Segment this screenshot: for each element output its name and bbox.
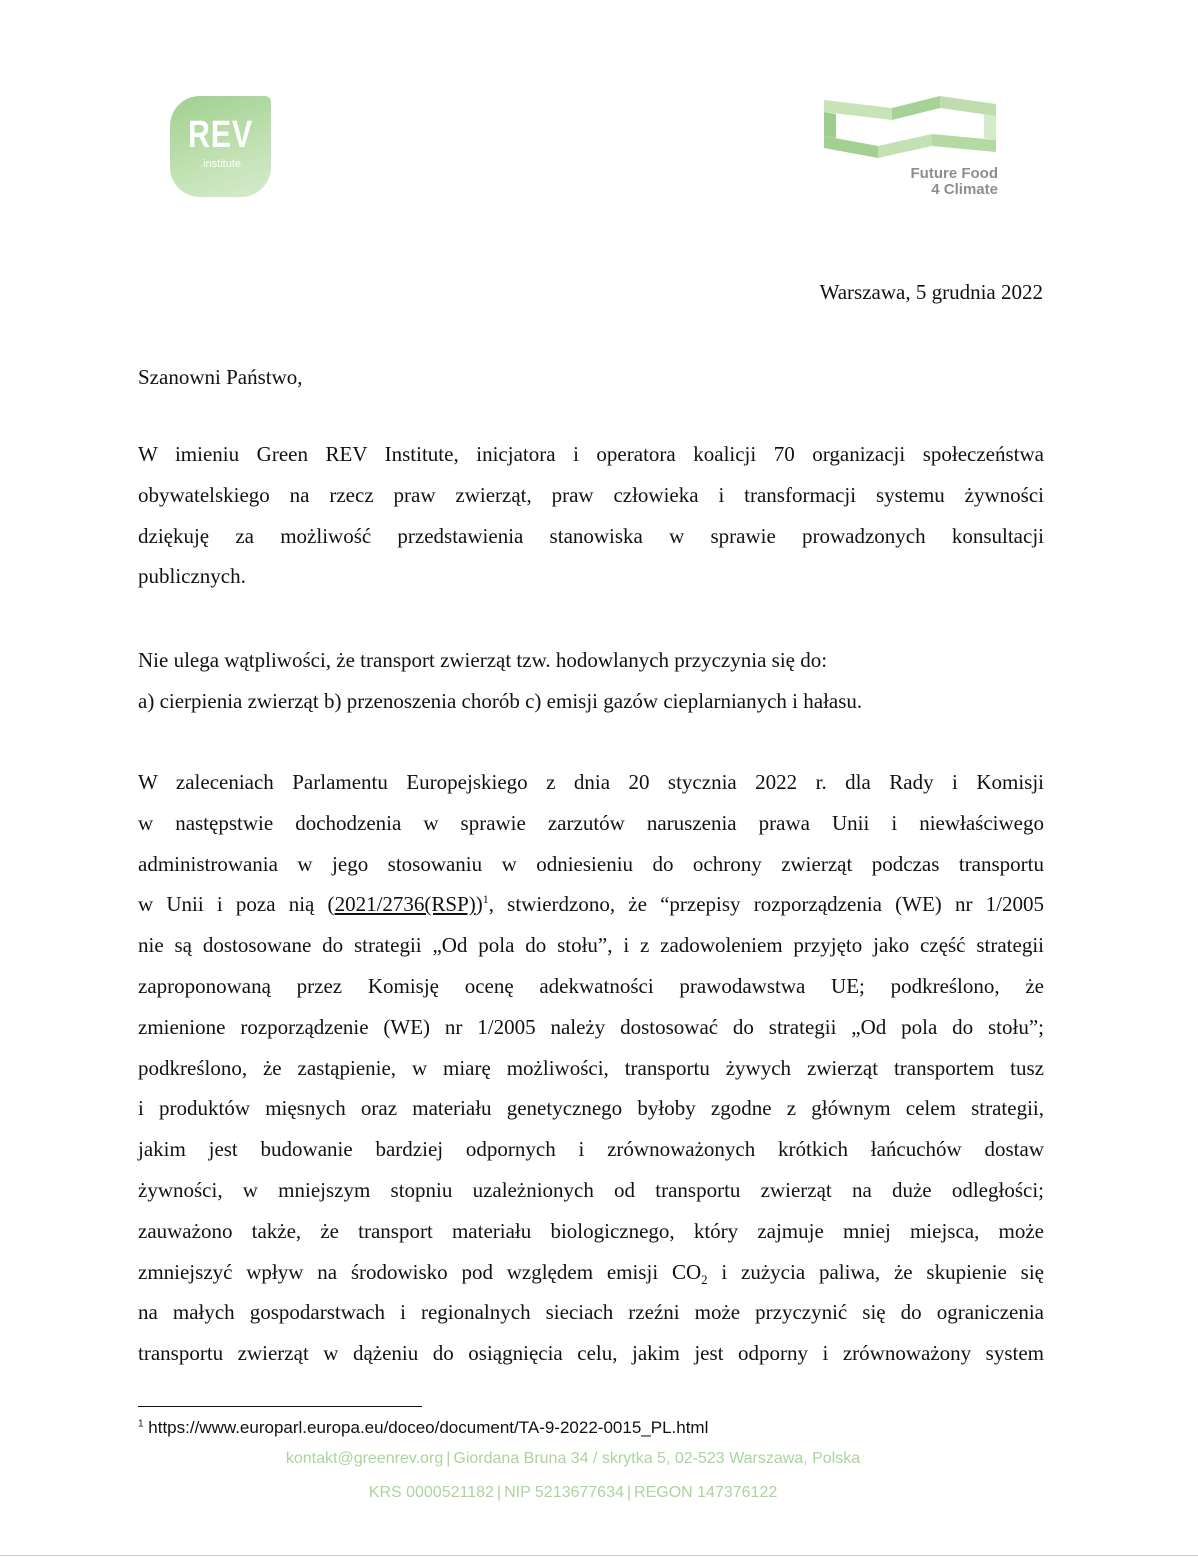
- future-food-logo-line2: 4 Climate: [931, 181, 998, 198]
- rev-logo-subtext: .institute: [200, 158, 241, 170]
- footer-registration: [0, 1484, 1146, 1502]
- paragraph-line: [138, 1252, 1044, 1293]
- paragraph-line: W imieniu Green REV Institute, inicjatora i operatora koalicji 70 organizacji społeczeństwa: [138, 442, 1044, 466]
- paragraph-line: publicznych.: [138, 564, 246, 589]
- paragraph-line: i produktów mięsnych oraz materiału genetycznego byłoby zgodne z głównym celem strategii,: [138, 1096, 1044, 1121]
- paragraph-line: [138, 884, 1044, 925]
- paragraph-line: zauważono także, że transport materiału biologicznego, który zajmuje mniej miejsca, może: [138, 1218, 1044, 1243]
- line-text: w Unii i poza nią (: [138, 892, 335, 917]
- paragraph-ep-recommendations: [138, 762, 1044, 1374]
- footer-address: Giordana Bruna 34 / skrytka 5, 02-523 Warszawa, Polska: [453, 1450, 861, 1467]
- paragraph-line: żywności, w mniejszym stopniu uzależnionych od transportu zwierząt na duże odległości;: [138, 1177, 1044, 1202]
- footer-regon: REGON 147376122: [634, 1484, 778, 1501]
- future-food-ribbon-icon: [822, 94, 998, 160]
- paragraph-line: administrowania w jego stosowaniu w odniesieniu do ochrony zwierząt podczas transportu: [138, 851, 1044, 876]
- footer-separator: |: [496, 1484, 502, 1501]
- future-food-logo-line1: Future Food: [910, 165, 998, 182]
- paragraph-line: na małych gospodarstwach i regionalnych sieciach rzeźni może przyczynić się do ograniczenia: [138, 1300, 1044, 1325]
- procedure-reference-link[interactable]: 2021/2736(RSP): [334, 892, 476, 917]
- line-text: ): [475, 892, 483, 917]
- paragraph-line: w następstwie dochodzenia w sprawie zarzutów naruszenia prawa Unii i niewłaściwego: [138, 810, 1044, 835]
- paragraph-line: Nie ulega wątpliwości, że transport zwierząt tzw. hodowlanych przyczynia się do:: [138, 648, 828, 672]
- greeting: Szanowni Państwo,: [138, 365, 303, 389]
- footer-contact: [0, 1450, 1146, 1468]
- paragraph-intro: [138, 434, 1044, 597]
- line-text: zmniejszyć wpływ na środowisko pod względem emisji CO: [138, 1259, 702, 1284]
- footnote: [138, 1418, 708, 1438]
- paragraph-line: obywatelskiego na rzecz praw zwierząt, praw człowieka i transformacji systemu żywności: [138, 482, 1044, 507]
- paragraph-line: zmienione rozporządzenie (WE) nr 1/2005 należy dostosować do strategii „Od pola do stołu”;: [138, 1014, 1044, 1039]
- paragraph-line: zaproponowaną przez Komisję ocenę adekwatności prawodawstwa UE; podkreślono, że: [138, 973, 1044, 998]
- future-food-logo: [822, 94, 998, 204]
- paragraph-line: jakim jest budowanie bardziej odpornych i zrównoważonych krótkich łańcuchów dostaw: [138, 1137, 1044, 1162]
- line-text: , stwierdzono, że “przepisy rozporządzenia (WE) nr 1/2005: [488, 892, 1044, 917]
- footnote-reference[interactable]: 1: [482, 892, 489, 907]
- paragraph-line: podkreślono, że zastąpienie, w miarę możliwości, transportu żywych zwierząt transportem tusz: [138, 1055, 1044, 1080]
- paragraph-line: W zaleceniach Parlamentu Europejskiego z dnia 20 stycznia 2022 r. dla Rady i Komisji: [138, 770, 1044, 794]
- rev-logo-text: REV: [188, 114, 253, 156]
- footer-separator: |: [446, 1450, 451, 1467]
- line-text: i zużycia paliwa, że skupienie się: [707, 1259, 1044, 1284]
- paragraph-transport-effects: [138, 640, 1044, 722]
- paragraph-line: dziękuję za możliwość przedstawienia stanowiska w sprawie prowadzonych konsultacji: [138, 523, 1044, 548]
- paragraph-line: transportu zwierząt w dążeniu do osiągnięcia celu, jakim jest odporny i zrównoważony system: [138, 1341, 1044, 1366]
- page-bottom-border: [0, 1555, 1198, 1556]
- paragraph-line: nie są dostosowane do strategii „Od pola do stołu”, i z zadowoleniem przyjęto jako część strategii: [138, 933, 1044, 958]
- footnote-divider: [138, 1406, 422, 1407]
- footer-separator: |: [626, 1484, 632, 1501]
- rev-institute-logo: [170, 96, 271, 197]
- letter-date: Warszawa, 5 grudnia 2022: [819, 280, 1043, 304]
- footer-krs: KRS 0000521182: [368, 1484, 494, 1501]
- footnote-url[interactable]: https://www.europarl.europa.eu/doceo/document/TA-9-2022-0015_PL.html: [143, 1418, 709, 1437]
- footnote-number: 1: [138, 1418, 144, 1430]
- paragraph-line: a) cierpienia zwierząt b) przenoszenia chorób c) emisji gazów cieplarnianych i hałasu.: [138, 688, 863, 713]
- subscript: 2: [701, 1271, 708, 1287]
- footer-nip: NIP 5213677634: [504, 1484, 624, 1501]
- footer-email[interactable]: kontakt@greenrev.org: [285, 1450, 444, 1467]
